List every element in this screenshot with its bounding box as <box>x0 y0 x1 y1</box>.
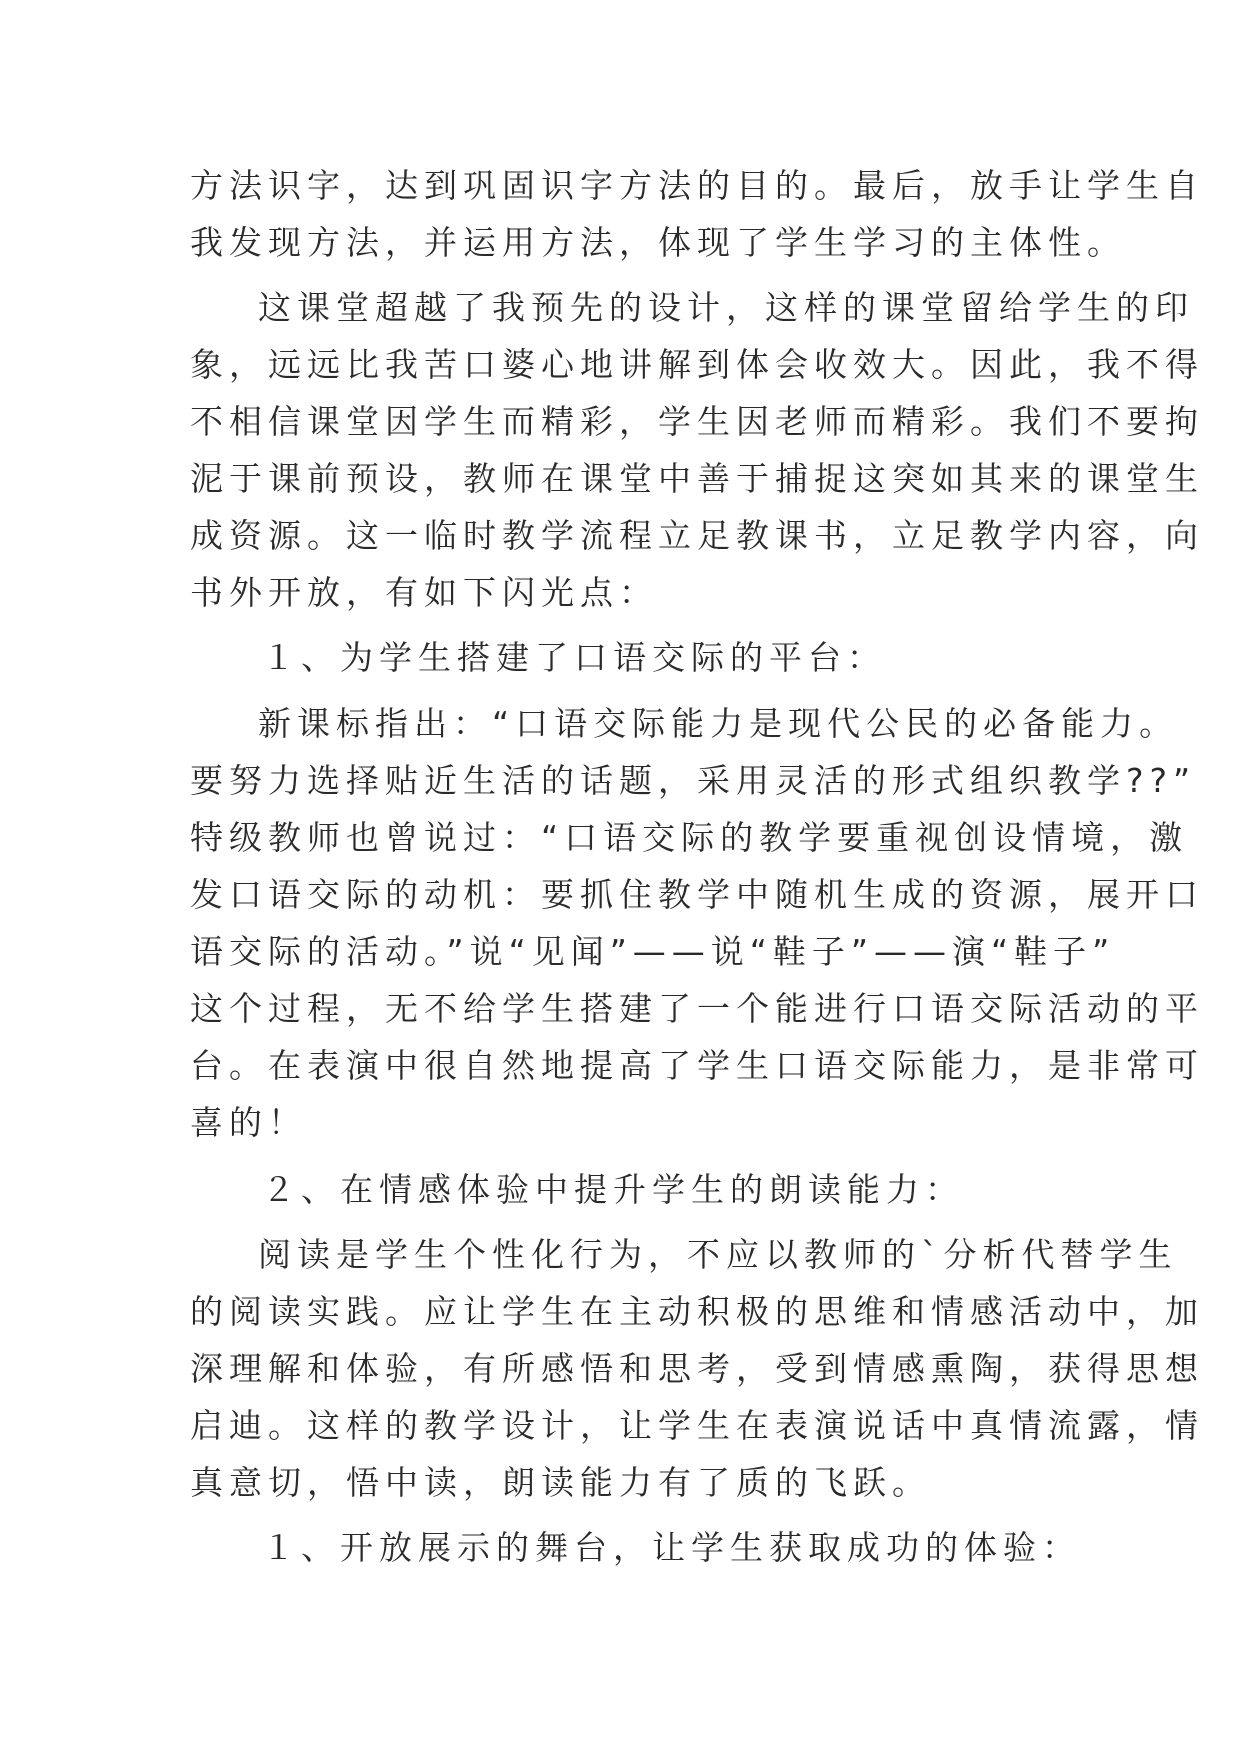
paragraph-line: 要努力选择贴近生活的话题，采用灵活的形式组织教学??” <box>190 761 1197 800</box>
paragraph-line: 泥于课前预设，教师在课堂中善于捕捉这突如其来的课堂生 <box>190 459 1204 498</box>
section-heading: １、为学生搭建了口语交际的平台： <box>262 638 886 677</box>
paragraph-line: 特级教师也曾说过：“口语交际的教学要重视创设情境，激 <box>190 818 1189 857</box>
paragraph-line: 启迪。这样的教学设计，让学生在表演说话中真情流露，情 <box>190 1406 1204 1445</box>
paragraph-line: 这课堂超越了我预先的设计，这样的课堂留给学生的印 <box>258 288 1194 327</box>
paragraph-line: 发口语交际的动机：要抓住教学中随机生成的资源，展开口 <box>190 875 1204 914</box>
paragraph-line: 象，远远比我苦口婆心地讲解到体会收效大。因此，我不得 <box>190 345 1204 384</box>
paragraph-line: 成资源。这一临时教学流程立足教课书，立足教学内容，向 <box>190 516 1204 555</box>
paragraph-line: 这个过程，无不给学生搭建了一个能进行口语交际活动的平 <box>190 989 1204 1028</box>
paragraph-line: 书外开放，有如下闪光点： <box>190 573 658 612</box>
paragraph-line: 新课标指出：“口语交际能力是现代公民的必备能力。 <box>258 704 1179 743</box>
paragraph-line: 的阅读实践。应让学生在主动积极的思维和情感活动中，加 <box>190 1292 1204 1331</box>
paragraph-line: 深理解和体验，有所感悟和思考，受到情感熏陶，获得思想 <box>190 1349 1204 1388</box>
paragraph-line: 我发现方法，并运用方法，体现了学生学习的主体性。 <box>190 223 1126 262</box>
paragraph-line: 真意切，悟中读，朗读能力有了质的飞跃。 <box>190 1463 931 1502</box>
paragraph-line: 台。在表演中很自然地提高了学生口语交际能力，是非常可 <box>190 1046 1204 1085</box>
paragraph-line: 不相信课堂因学生而精彩，学生因老师而精彩。我们不要拘 <box>190 402 1204 441</box>
paragraph-line: 阅读是学生个性化行为，不应以教师的`分析代替学生 <box>258 1235 1178 1274</box>
paragraph-line: 语交际的活动。”说“见闻”——说“鞋子”——演“鞋子” <box>190 932 1116 971</box>
paragraph-line: 方法识字，达到巩固识字方法的目的。最后，放手让学生自 <box>190 166 1204 205</box>
section-heading: １、开放展示的舞台，让学生获取成功的体验： <box>262 1528 1081 1567</box>
paragraph-line: 喜的！ <box>190 1103 307 1142</box>
section-heading: ２、在情感体验中提升学生的朗读能力： <box>262 1170 964 1209</box>
